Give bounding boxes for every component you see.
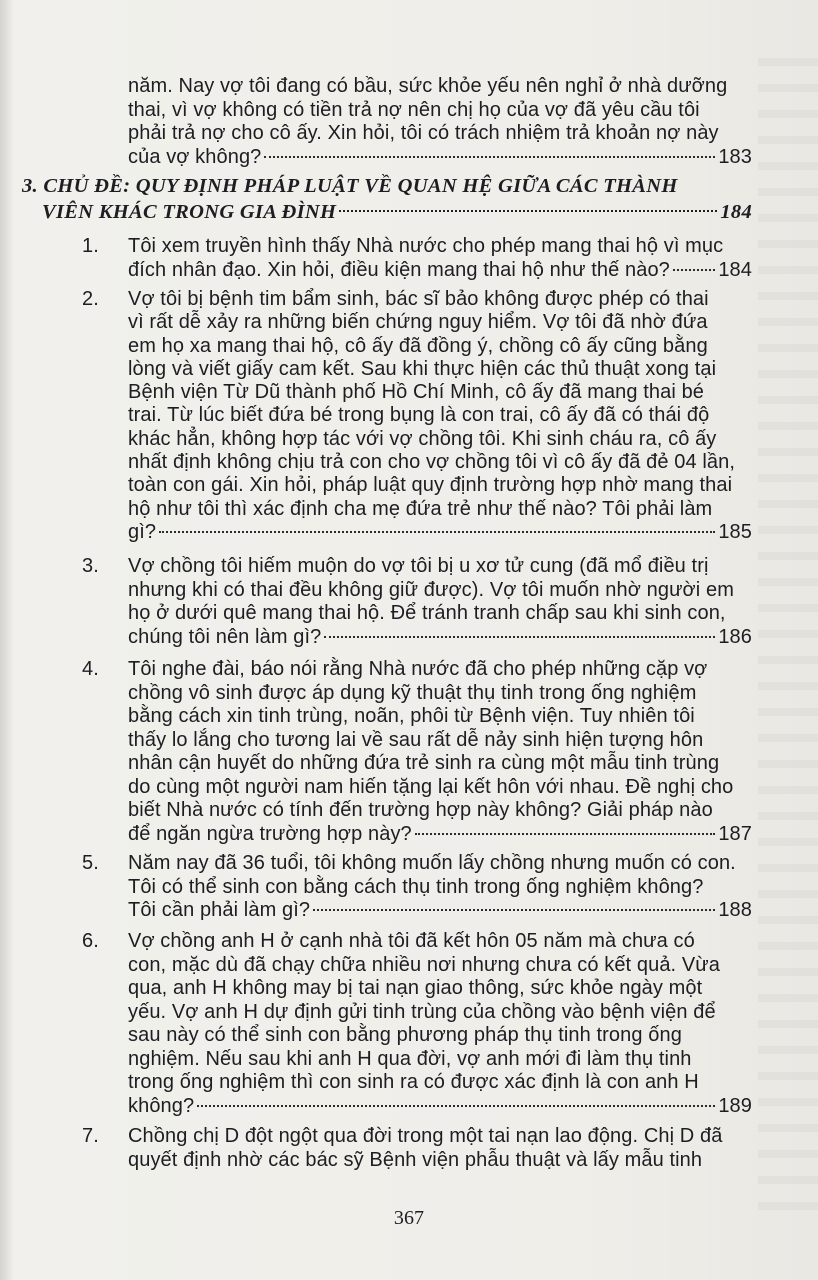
toc-entry-line: của vợ không? xyxy=(128,145,262,168)
toc-entry-line: nhất định không chịu trả con cho vợ chồng tôi vì cô ấy đã đẻ 04 lần, xyxy=(128,451,735,474)
toc-item-number: 7. xyxy=(82,1125,99,1147)
toc-entry-last-line xyxy=(128,823,752,847)
section-heading-line: 3. CHỦ ĐỀ: QUY ĐỊNH PHÁP LUẬT VỀ QUAN HỆ GIỮA CÁC THÀNH xyxy=(22,175,678,197)
toc-item-number: 4. xyxy=(82,658,99,680)
toc-entry-line: nghiệm. Nếu sau khi anh H qua đời, vợ anh mới đi làm thụ tinh xyxy=(128,1047,692,1070)
toc-entry-line: trong ống nghiệm thì con sinh ra có được xác định là con anh H xyxy=(128,1071,699,1093)
toc-entry-line: trai. Từ lúc biết đứa bé trong bụng là con trai, cô ấy đã có thái độ xyxy=(128,404,710,427)
toc-entry-line: Tôi cần phải làm gì? xyxy=(128,899,311,921)
toc-page-number: 184 xyxy=(720,201,752,223)
toc-entry xyxy=(128,658,752,846)
toc-item-number: 2. xyxy=(82,288,99,310)
toc-page-number: 186 xyxy=(718,625,752,648)
toc-entry-line: lòng và viết giấy cam kết. Sau khi thực hiện các thủ thuật xong tại xyxy=(128,357,717,380)
toc-entry xyxy=(128,555,752,649)
toc-entry-line: quyết định nhờ các bác sỹ Bệnh viện phẫu thuật và lấy mẫu tinh xyxy=(128,1148,703,1171)
dot-leader xyxy=(339,210,717,212)
toc-entry xyxy=(128,235,752,282)
toc-entry-line: đích nhân đạo. Xin hỏi, điều kiện mang thai hộ như thế nào? xyxy=(128,258,670,281)
section-heading xyxy=(22,173,752,225)
toc-entry-last-line xyxy=(128,259,752,283)
toc-entry-line: không? xyxy=(128,1094,195,1117)
toc-entry-line: thấy lo lắng cho tương lai về sau rất dễ nảy sinh hiện tượng hôn xyxy=(128,728,704,751)
toc-entry-line: Chồng chị D đột ngột qua đời trong một tai nạn lao động. Chị D đã xyxy=(128,1125,723,1147)
toc-entry-line: nhưng khi có thai đều không giữ được). Vợ tôi muốn nhờ người em xyxy=(128,578,734,601)
toc-entry xyxy=(128,288,752,544)
toc-entry-line: gì? xyxy=(128,520,157,543)
toc-entry-line: Tôi nghe đài, báo nói rằng Nhà nước đã cho phép những cặp vợ xyxy=(128,658,708,680)
dot-leader xyxy=(313,909,715,911)
toc-page-number: 188 xyxy=(718,899,752,921)
toc-item-number: 6. xyxy=(82,930,99,952)
toc-entry-line: yếu. Vợ anh H dự định gửi tinh trùng của chồng vào bệnh viện để xyxy=(128,1000,716,1023)
toc-entry-line: em họ xa mang thai hộ, cô ấy đã đồng ý, chồng cô ấy cũng bằng xyxy=(128,334,708,357)
dot-leader xyxy=(415,833,716,835)
toc-entry-line: hộ như tôi thì xác định cha mẹ đứa trẻ như thế nào? Tôi phải làm xyxy=(128,497,713,520)
toc-entry xyxy=(128,930,752,1118)
toc-entry-line: sau này có thể sinh con bằng phương pháp thụ tinh trong ống xyxy=(128,1024,682,1046)
toc-item-number: 5. xyxy=(82,852,99,874)
toc-entry-last-line xyxy=(128,146,752,170)
dot-leader xyxy=(673,269,715,271)
toc-entry-line: vì rất dễ xảy ra những biến chứng nguy hiểm. Vợ tôi đã nhờ đứa xyxy=(128,311,708,334)
toc-entry-line: Tôi xem truyền hình thấy Nhà nước cho phép mang thai hộ vì mục xyxy=(128,235,724,257)
toc-page-number: 183 xyxy=(718,145,752,168)
toc-entry-line: bằng cách xin tinh trùng, noãn, phôi từ Bệnh viện. Tuy nhiên tôi xyxy=(128,705,695,727)
toc-item-number: 3. xyxy=(82,555,99,577)
toc-entry-line: năm. Nay vợ tôi đang có bầu, sức khỏe yếu nên nghỉ ở nhà dưỡng xyxy=(128,75,728,97)
section-heading-line: VIÊN KHÁC TRONG GIA ĐÌNH xyxy=(42,201,337,223)
toc-entry-last-line xyxy=(128,899,752,923)
dot-leader xyxy=(324,636,715,638)
toc-entry-line: con, mặc dù đã chạy chữa nhiều nơi nhưng chưa có kết quả. Vừa xyxy=(128,953,721,976)
toc-entry-line: khác hẳn, không hợp tác với vợ chồng tôi. Khi sinh cháu ra, cô ấy xyxy=(128,427,717,450)
toc-entry-line: thai, vì vợ không có tiền trả nợ nên chị họ của vợ đã yêu cầu tôi xyxy=(128,98,700,121)
toc-entry-continued xyxy=(128,75,752,169)
toc-entry-line: chồng vô sinh được áp dụng kỹ thuật thụ tinh trong ống nghiệm xyxy=(128,681,697,704)
dot-leader xyxy=(264,156,715,158)
toc-entry-line: Tôi có thể sinh con bằng cách thụ tinh trong ống nghiệm không? xyxy=(128,875,704,898)
toc-entry-line: Vợ tôi bị bệnh tim bẩm sinh, bác sĩ bảo không được phép có thai xyxy=(128,288,709,310)
toc-entry-line: nhân cận huyết do những đứa trẻ sinh ra cùng một mẫu tinh trùng xyxy=(128,752,720,774)
toc-page-number: 185 xyxy=(718,520,752,543)
toc-entry-last-line xyxy=(128,626,752,650)
toc-entry-line: Vợ chồng tôi hiếm muộn do vợ tôi bị u xơ tử cung (đã mổ điều trị xyxy=(128,555,709,577)
toc-entry-line: toàn con gái. Xin hỏi, pháp luật quy định trường hợp nhờ mang thai xyxy=(128,474,733,497)
toc-entry-last-line xyxy=(128,1095,752,1119)
toc-entry xyxy=(128,852,752,923)
toc-entry-line: biết Nhà nước có tính đến trường hợp này không? Giải pháp nào xyxy=(128,799,713,821)
toc-entry-line: Năm nay đã 36 tuổi, tôi không muốn lấy chồng nhưng muốn có con. xyxy=(128,852,736,874)
toc-entry-line: phải trả nợ cho cô ấy. Xin hỏi, tôi có trách nhiệm trả khoản nợ này xyxy=(128,122,719,144)
section-heading-last-line xyxy=(22,199,752,225)
toc-entry-line: họ ở dưới quê mang thai hộ. Để tránh tranh chấp sau khi sinh con, xyxy=(128,602,726,624)
toc-page-number: 184 xyxy=(718,258,752,281)
toc-entry-line: chúng tôi nên làm gì? xyxy=(128,625,322,648)
page-number: 367 xyxy=(393,1207,425,1229)
toc-item-number: 1. xyxy=(82,235,99,257)
toc-entry-line: để ngăn ngừa trường hợp này? xyxy=(128,822,412,845)
toc-entry-line: Vợ chồng anh H ở cạnh nhà tôi đã kết hôn 05 năm mà chưa có xyxy=(128,930,695,952)
toc-page-number: 189 xyxy=(718,1094,752,1117)
toc-entry-line: Bệnh viện Từ Dũ thành phố Hồ Chí Minh, cô ấy đã mang thai bé xyxy=(128,381,705,404)
dot-leader xyxy=(197,1105,715,1107)
toc-entry-last-line xyxy=(128,521,752,544)
toc-entry-line: qua, anh H không may bị tai nạn giao thông, sức khỏe ngày một xyxy=(128,977,703,999)
toc-page-number: 187 xyxy=(718,822,752,845)
toc-entry xyxy=(128,1125,752,1172)
toc-entry-line: do cùng một người nam hiến tặng lại kết hôn với nhau. Đề nghị cho xyxy=(128,775,734,798)
dot-leader xyxy=(159,531,715,533)
